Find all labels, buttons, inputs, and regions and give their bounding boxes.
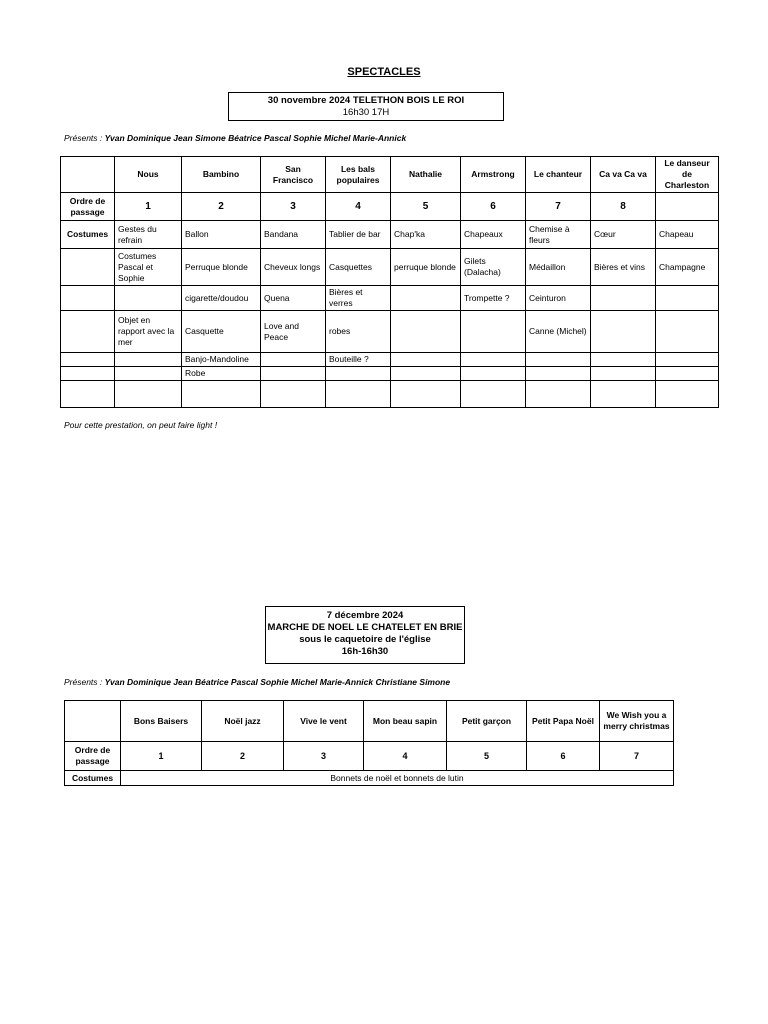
table-2-order-cell: 7 [600,742,674,771]
table-1-cell: Gilets (Dalacha) [461,249,526,286]
table-1-cell [656,311,719,353]
table-1-cell: Chapeau [656,221,719,249]
event-1-box [228,92,504,121]
table-1-order-cell: 7 [526,193,591,221]
table-1-cell [261,381,326,408]
table-1-header-4: Les bals populaires [326,157,391,193]
table-1-cell: Ceinturon [526,286,591,311]
table-1-cell [591,286,656,311]
table-1-cell [591,367,656,381]
table-2-order-cell: 4 [364,742,447,771]
table-1-cell: Cœur [591,221,656,249]
presents-1-label: Présents : [64,133,105,143]
table-1-cell: Gestes du refrain [115,221,182,249]
event-1-title: 30 novembre 2024 TELETHON BOIS LE ROI [267,95,465,106]
presents-2-names: Yvan Dominique Jean Béatrice Pascal Sophie Michel Marie-Annick Christiane Simone [104,677,451,687]
table-2 [64,700,674,786]
table-2-costumes-value: Bonnets de noël et bonnets de lutin [121,771,674,786]
table-1-cell: Ballon [182,221,261,249]
table-1-header-6: Armstrong [461,157,526,193]
table-1-cell: Chapeaux [461,221,526,249]
table-1-row [61,381,719,408]
table-1-cell: Chap'ka [391,221,461,249]
table-1-cell [115,286,182,311]
presents-2-label: Présents : [64,677,105,687]
table-2-header-row [65,701,674,742]
table-1-cell [591,353,656,367]
table-1-cell: robes [326,311,391,353]
table-1-row [61,286,719,311]
table-2-costumes-row [65,771,674,786]
table-1-cell [115,367,182,381]
table-2-header-empty [65,701,121,742]
table-1-cell [326,367,391,381]
table-1-cell: Bières et verres [326,286,391,311]
table-1 [60,156,719,408]
table-1-cell [461,381,526,408]
table-1-order-cell [656,193,719,221]
table-2-header-2: Noël jazz [202,701,284,742]
event-2-time: 16h-16h30 [341,646,389,657]
table-1-cell [326,381,391,408]
table-1-cell: Costumes Pascal et Sophie [115,249,182,286]
event-2-box [265,606,465,664]
table-1-cell: Objet en rapport avec la mer [115,311,182,353]
table-1-cell [261,353,326,367]
table-1-cell [115,381,182,408]
table-1-cell: Robe [182,367,261,381]
page-title: SPECTACLES [347,66,421,78]
table-2-costumes-label: Costumes [65,771,121,786]
table-1-cell [461,367,526,381]
table-1-cell: Casquettes [326,249,391,286]
table-1-order-cell: 8 [591,193,656,221]
table-2-order-row [65,742,674,771]
table-1-cell [391,367,461,381]
table-1-row [61,311,719,353]
table-1-cell: Bandana [261,221,326,249]
table-1-cell [261,367,326,381]
event-1-time: 16h30 17H [342,107,390,118]
table-1-cell [391,353,461,367]
table-1-row [61,367,719,381]
table-2-header-6: Petit Papa Noël [527,701,600,742]
table-1-header-3: San Francisco [261,157,326,193]
table-1-cell: Médaillon [526,249,591,286]
table-1-cell [182,381,261,408]
table-2-order-cell: 1 [121,742,202,771]
table-1-cell: cigarette/doudou [182,286,261,311]
table-1-header-7: Le chanteur [526,157,591,193]
table-1-cell: Tablier de bar [326,221,391,249]
presents-2 [64,677,450,687]
table-2-order-cell: 5 [447,742,527,771]
table-1-cell: Canne (Michel) [526,311,591,353]
table-2-header-3: Vive le vent [284,701,364,742]
table-1-cell: Bières et vins [591,249,656,286]
table-1-cell [391,311,461,353]
table-1-cell: Trompette ? [461,286,526,311]
table-1-cell [391,286,461,311]
table-1-cell [591,381,656,408]
table-1-cell [656,353,719,367]
table-1-cell [526,367,591,381]
table-1-cell: Banjo-Mandoline [182,353,261,367]
table-2-order-cell: 6 [527,742,600,771]
table-1-row [61,249,719,286]
table-1-header-9: Le danseur de Charleston [656,157,719,193]
table-2-header-5: Petit garçon [447,701,527,742]
table-1-cell: Cheveux longs [261,249,326,286]
table-1-cell: perruque blonde [391,249,461,286]
table-1-cell [526,381,591,408]
table-1-cell: Champagne [656,249,719,286]
event-2-place: sous le caquetoire de l'église [299,634,431,645]
table-2-order-cell: 3 [284,742,364,771]
table-1-cell: Quena [261,286,326,311]
table-2-header-4: Mon beau sapin [364,701,447,742]
table-2-order-cell: 2 [202,742,284,771]
table-1-cell: Casquette [182,311,261,353]
table-1-cell [656,381,719,408]
table-1-cell [391,381,461,408]
table-1-row [61,353,719,367]
table-1-header-5: Nathalie [391,157,461,193]
table-1-cell: Perruque blonde [182,249,261,286]
table-1-costumes-label: Costumes [61,221,115,249]
table-1-cell [656,286,719,311]
event-2-date: 7 décembre 2024 [326,610,404,621]
table-1-header-empty [61,157,115,193]
table-1-header-2: Bambino [182,157,261,193]
table-2-header-1: Bons Baisers [121,701,202,742]
table-1-header-1: Nous [115,157,182,193]
presents-1-names: Yvan Dominique Jean Simone Béatrice Pascal Sophie Michel Marie-Annick [104,133,407,143]
table-2-order-label: Ordre de passage [65,742,121,771]
table-1-cell: Love and Peace [261,311,326,353]
table-1-cell [591,311,656,353]
table-1-order-label: Ordre de passage [61,193,115,221]
table-1-cell [461,353,526,367]
table-1-cell [656,367,719,381]
table-1-order-cell: 6 [461,193,526,221]
table-2-header-7: We Wish you a merry christmas [600,701,674,742]
table-1-order-cell: 4 [326,193,391,221]
table-1-header-8: Ca va Ca va [591,157,656,193]
table-1-cell [461,311,526,353]
table-1-cell [526,353,591,367]
table-1-cell: Chemise à fleurs [526,221,591,249]
event-2-title: MARCHE DE NOEL LE CHATELET EN BRIE [267,622,463,633]
table-1-order-cell: 2 [182,193,261,221]
table-1-row [61,221,719,249]
table-1-cell [115,353,182,367]
table-1-order-row [61,193,719,221]
table-1-order-cell: 1 [115,193,182,221]
table-1-order-cell: 5 [391,193,461,221]
note-1: Pour cette prestation, on peut faire light ! [64,420,218,430]
table-1-order-cell: 3 [261,193,326,221]
presents-1 [64,133,406,143]
table-1-header-row [61,157,719,193]
table-1-cell: Bouteille ? [326,353,391,367]
